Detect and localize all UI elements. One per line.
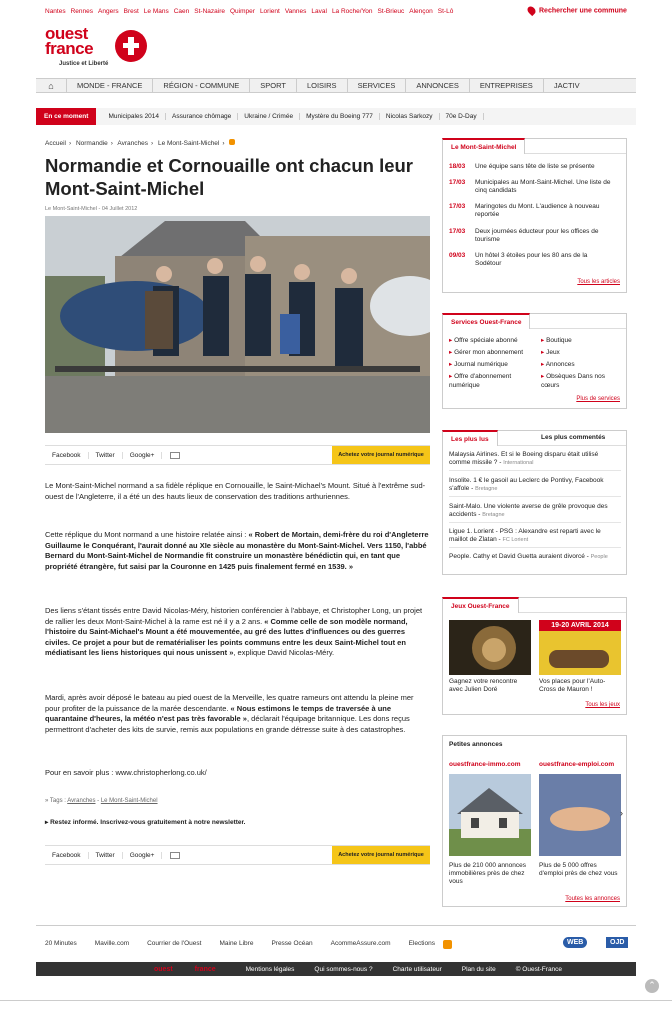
trending-link[interactable]: 70e D-Day [440, 113, 484, 120]
newsletter-link[interactable]: ▸ Restez informé. Inscrivez-vous gratuitement à notre newsletter. [45, 819, 246, 826]
trending-link[interactable]: Ukraine / Crimée [238, 113, 300, 120]
popular-item[interactable]: Ligue 1. Lorient - PSG : Alexandre est reparti avec le maillot de Zlatan - FC Lorient [449, 528, 621, 548]
city-link[interactable]: Lorient [259, 8, 280, 15]
logo-cross-icon [115, 30, 147, 62]
main-nav [36, 78, 636, 93]
nav-item[interactable]: MONDE - FRANCE [66, 79, 152, 92]
nav-item[interactable]: JACTIV [543, 79, 590, 92]
more-services-link[interactable]: Plus de services [576, 396, 620, 402]
footer-link[interactable]: Plan du site [461, 965, 496, 973]
breadcrumb-item[interactable]: Accueil [45, 140, 66, 147]
logo-tagline: Justice et Liberté [59, 61, 109, 67]
article-paragraph: Pour en savoir plus : www.christopherlong.co.uk/ [45, 768, 207, 777]
city-link[interactable]: Le Mans [143, 8, 169, 15]
share-bar [45, 445, 430, 465]
home-icon[interactable]: ⌂ [48, 80, 54, 91]
rss-icon[interactable] [443, 940, 452, 949]
city-link[interactable]: La Roche/Yon [331, 8, 373, 15]
scroll-top-icon[interactable]: ⌃ [645, 979, 659, 993]
popular-box [442, 430, 627, 575]
email-icon[interactable] [170, 852, 180, 859]
popular-item[interactable]: Insolite. 1 € le gasoil au Leclerc de Pontivy, Facebook s'affole - Bretagne [449, 477, 621, 497]
classifieds-box [442, 735, 627, 907]
service-link[interactable]: ▸ Annonces [541, 360, 575, 369]
article-photo [45, 216, 430, 433]
house-image[interactable] [449, 774, 531, 856]
news-item[interactable]: 17/03 Deux journées éducteur pour les offices de tourisme [449, 228, 599, 243]
breadcrumb-item[interactable]: Normandie [75, 140, 108, 147]
service-link[interactable]: ▸ Offre d'abonnement numérique [449, 372, 539, 390]
ojd-badge-icon: OJD [606, 937, 628, 948]
service-link[interactable]: ▸ Boutique [541, 336, 572, 345]
article-title: Normandie et Cornouaille ont chacun leur Mont-Saint-Michel [45, 155, 413, 199]
partner-links [45, 940, 470, 949]
trending-link[interactable]: Assurance chômage [166, 113, 238, 120]
nav-item[interactable]: LOISIRS [296, 79, 347, 92]
city-link[interactable]: Rennes [70, 8, 94, 15]
facebook-share-button[interactable]: Facebook [45, 852, 89, 859]
handshake-image[interactable] [539, 774, 621, 856]
service-link[interactable]: ▸ Jeux [541, 348, 560, 357]
partner-link[interactable]: Maville.com [94, 940, 130, 947]
footer-bar [36, 962, 636, 976]
footer-link[interactable]: Mentions légales [245, 965, 295, 973]
nav-item[interactable]: RÉGION - COMMUNE [152, 79, 249, 92]
facebook-share-button[interactable]: Facebook [45, 452, 89, 459]
rowers-photo [45, 216, 430, 433]
email-icon[interactable] [170, 452, 180, 459]
article-paragraph: Le Mont-Saint-Michel normand a sa fidèle réplique en Cornouaille, le Saint-Michael's Mount. Situé à l'extrême sud-ouest de l'Angleterre, il a été un des hauts lieux de conservation des traditions arthuriennes. [45, 481, 426, 501]
city-link[interactable]: Vannes [284, 8, 307, 15]
buy-journal-button[interactable]: Achetez votre journal numérique [332, 846, 430, 864]
article-paragraph: Cette réplique du Mont normand a une histoire relatée ainsi : « Robert de Mortain, demi-frère du roi d'Angleterre Guillaume le Conquérant, l'aurait donné au XIe siècle au monastère du Mont-Saint-Michel. Vers 1150, l'abbé Bernard du Mont-Saint-Michel de Normandie fit construire un monastère bénédictin qui, en tant que propriété étrangère, fut saisi par la Couronne en 1425 puis finalement fermé en 1539. » [45, 530, 429, 571]
service-link[interactable]: ▸ Journal numérique [449, 360, 508, 369]
news-item[interactable]: 17/03 Municipales au Mont-Saint-Michel. Une liste de cinq candidats [449, 179, 611, 194]
breadcrumb-item[interactable]: Avranches [117, 140, 148, 147]
logo[interactable]: ouest france Justice et Liberté [45, 26, 150, 72]
emploi-site-link[interactable]: ouestfrance-emploi.com [539, 761, 615, 768]
lion-icon [449, 620, 531, 675]
service-link[interactable]: ▸ Offre spéciale abonné [449, 336, 518, 345]
all-articles-link[interactable]: Tous les articles [577, 279, 620, 285]
tag-link[interactable]: Le Mont-Saint-Michel [100, 798, 158, 804]
partner-link[interactable]: AcommeAssure.com [330, 940, 391, 947]
trending-link[interactable]: Mystère du Boeing 777 [300, 113, 380, 120]
game-caption[interactable]: Gagnez votre rencontre avec Julien Doré [449, 678, 518, 693]
all-ads-link[interactable]: Toutes les annonces [565, 896, 620, 902]
most-read-tab[interactable]: Les plus lus [442, 430, 498, 446]
service-link[interactable]: ▸ Gérer mon abonnement [449, 348, 523, 357]
trending-bar [36, 108, 636, 125]
article-paragraph: Mardi, après avoir déposé le bateau au pied ouest de la Merveille, les quatre rameurs ont attendu la pleine mer pour profiter de la puissance de la marée descendante. « Nous estimons le temps de traversée à une quarantaine d'heures, la météo n'est pas très favorable », déclarait l'équipage britannique. Les dons reçus permettront d'acheter des kits de survie, remis aux populations en grande détresse suite à des catastrophes. [45, 693, 414, 734]
services-tab[interactable]: Services Ouest-France [442, 313, 530, 329]
next-arrow-icon[interactable]: › [620, 808, 623, 818]
web-badge-icon: WEB [563, 937, 587, 948]
ad-caption[interactable]: Plus de 5 000 offres d'emploi près de chez vous [539, 862, 618, 877]
popular-item[interactable]: People. Cathy et David Guetta auraient divorcé - People [449, 553, 608, 560]
local-news-box [442, 138, 627, 293]
article-dateline: Le Mont-Saint-Michel - 04 Juillet 2012 [45, 206, 138, 212]
article-paragraph: Des liens s'étant tissés entre David Nicolas-Méry, historien conférencier à l'abbaye, et Christopher Long, un projet de rallier les deux Mont-Saint-Michel à la rame est né il y a 2 ans. « Comme celle de son modèle normand, l'histoire du Saint-Michael's Mount a été mouvementée, au gré des luttes d'influences ou des guerres civiles. Ce projet a pour but de rematérialiser les points communs entre les deux Saint-Michel tout en médiatisant les liens historiques qui nous unissent », explique David Nicolas-Méry. [45, 606, 423, 657]
breadcrumb: Accueil › Normandie › Avranches › Le Mont-Saint-Michel › [45, 139, 238, 147]
house-icon [449, 774, 531, 856]
popular-item[interactable]: Malaysia Airlines. Et si le Boeing disparu était utilisé comme missile ? - International [449, 451, 621, 471]
partner-link[interactable]: Elections [408, 940, 435, 947]
twitter-share-button[interactable]: Twitter [89, 452, 123, 459]
nav-item[interactable]: ENTREPRISES [469, 79, 543, 92]
city-link[interactable]: St-Nazaire [194, 8, 225, 15]
city-link[interactable]: St-Lô [437, 8, 454, 15]
search-commune-link[interactable]: Rechercher une commune [528, 6, 627, 15]
footer-link[interactable]: Qui sommes-nous ? [314, 965, 373, 973]
services-box [442, 313, 627, 409]
partner-link[interactable]: Maine Libre [219, 940, 254, 947]
partner-link[interactable]: Courrier de l'Ouest [147, 940, 202, 947]
partner-link[interactable]: Presse Océan [271, 940, 313, 947]
footer-copyright: © Ouest-France [515, 965, 563, 973]
city-link[interactable]: Angers [98, 8, 119, 15]
city-link[interactable]: St-Brieuc [377, 8, 405, 15]
share-bar-bottom [45, 845, 430, 865]
autocross-image[interactable]: 19-20 AVRIL 2014 [539, 620, 621, 675]
games-tab[interactable]: Jeux Ouest-France [442, 597, 519, 613]
tag-link[interactable]: Avranches [67, 798, 96, 804]
news-item[interactable]: 09/03 Un hôtel 3 étoiles pour les 80 ans de la Sodétour [449, 252, 588, 267]
city-link[interactable]: Laval [311, 8, 327, 15]
city-link[interactable]: Alençon [409, 8, 433, 15]
game-caption[interactable]: Vos places pour l'Auto-Cross de Mauron ! [539, 678, 606, 693]
popular-item[interactable]: Saint-Malo. Une violente averse de grêle provoque des accidents - Bretagne [449, 503, 621, 523]
city-link[interactable]: Caen [173, 8, 190, 15]
immo-site-link[interactable]: ouestfrance-immo.com [449, 761, 521, 768]
trending-link[interactable]: Nicolas Sarkozy [380, 113, 440, 120]
nav-item[interactable]: SERVICES [347, 79, 406, 92]
trending-label: En ce moment [36, 108, 96, 125]
service-link[interactable]: ▸ Obsèques Dans nos cœurs [541, 372, 611, 390]
twitter-share-button[interactable]: Twitter [89, 852, 123, 859]
handshake-icon [539, 774, 621, 856]
lion-image[interactable] [449, 620, 531, 675]
city-links [45, 8, 458, 15]
city-link[interactable]: Brest [123, 8, 139, 15]
footer-link[interactable]: Charte utilisateur [392, 965, 442, 973]
article-tags: » Tags : Avranches - Le Mont-Saint-Michel [45, 798, 158, 804]
city-link[interactable]: Nantes [45, 8, 66, 15]
classifieds-title: Petites annonces [449, 741, 503, 748]
buy-journal-button[interactable]: Achetez votre journal numérique [332, 446, 430, 464]
news-item[interactable]: 17/03 Maringotes du Mont. L'audience à nouveau reportée [449, 203, 600, 218]
location-pin-icon [526, 5, 537, 16]
rss-icon[interactable] [229, 139, 235, 145]
footer-logo[interactable]: ouest france [154, 965, 216, 973]
games-box [442, 597, 627, 715]
nav-item[interactable]: ANNONCES [405, 79, 469, 92]
ad-caption[interactable]: Plus de 210 000 annonces immobilières près de chez vous [449, 862, 526, 885]
google-share-button[interactable]: Google+ [123, 452, 163, 459]
news-item[interactable]: 18/03 Une équipe sans tête de liste se présente [449, 163, 595, 170]
trending-link[interactable]: Municipales 2014 [102, 113, 166, 120]
breadcrumb-item[interactable]: Le Mont-Saint-Michel [157, 140, 220, 147]
google-share-button[interactable]: Google+ [123, 852, 163, 859]
all-games-link[interactable]: Tous les jeux [585, 702, 620, 708]
local-news-tab[interactable]: Le Mont-Saint-Michel [442, 138, 525, 154]
partner-link[interactable]: 20 Minutes [45, 940, 77, 947]
nav-item[interactable]: SPORT [249, 79, 296, 92]
most-commented-tab[interactable]: Les plus commentés [541, 434, 606, 441]
city-link[interactable]: Quimper [230, 8, 255, 15]
